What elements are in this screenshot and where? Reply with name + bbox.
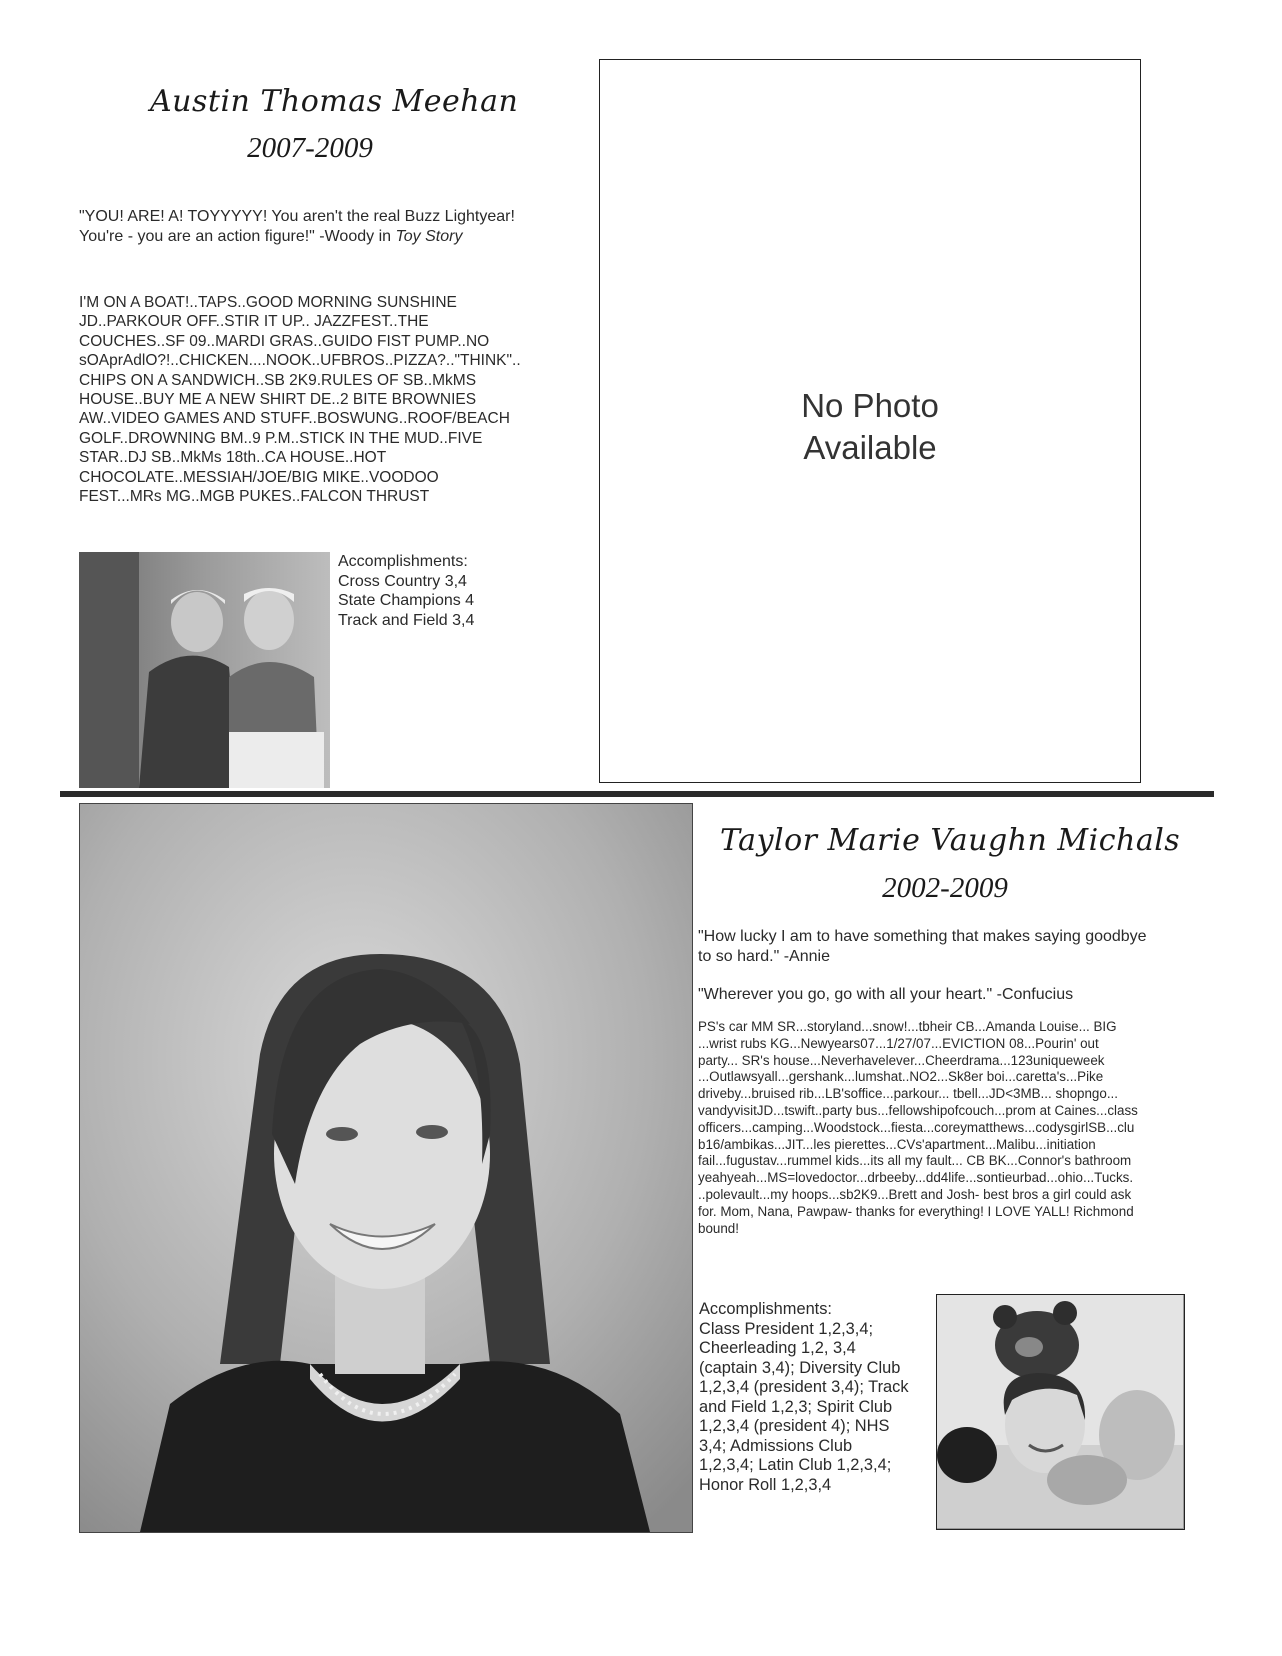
accomplishment-item: Cross Country 3,4 xyxy=(338,572,467,590)
memory-line: for. Mom, Nana, Pawpaw- thanks for everything! I LOVE YALL! Richmond xyxy=(698,1203,1134,1219)
no-photo-line: No Photo xyxy=(801,387,939,424)
accomplishment-item: 1,2,3,4; Latin Club 1,2,3,4; xyxy=(699,1456,892,1474)
memory-line: yeahyeah...MS=lovedoctor...drbeeby...dd4life...sontieurbad...ohio...Tucks. xyxy=(698,1170,1134,1186)
austin-quote-line xyxy=(79,227,599,247)
memory-line: CHOCOLATE..MESSIAH/JOE/BIG MIKE..VOODOO xyxy=(79,468,439,486)
memory-line: ...wrist rubs KG...Newyears07...1/27/07...EVICTION 08...Pourin' out xyxy=(698,1035,1099,1051)
memory-line: PS's car MM SR...storyland...snow!...tbheir CB...Amanda Louise... BIG xyxy=(698,1019,1117,1034)
accomplishment-item: 3,4; Admissions Club xyxy=(699,1436,853,1455)
no-photo-line: Available xyxy=(803,429,937,466)
memory-line: officers...camping...Woodstock...fiesta...coreymatthews...codysgirlSB...clu xyxy=(698,1119,1135,1135)
austin-quote-line: "YOU! ARE! A! TOYYYYY! You aren't the real Buzz Lightyear! xyxy=(79,208,515,225)
taylor-quote-line: to so hard." -Annie xyxy=(698,948,830,965)
accomplishments-heading: Accomplishments: xyxy=(699,1300,832,1318)
accomplishment-item: State Champions 4 xyxy=(338,592,475,609)
no-photo-box xyxy=(599,59,1141,783)
accomplishment-item: 1,2,3,4 (president 4); NHS xyxy=(699,1417,890,1435)
memory-line: FEST...MRs MG..MGB PUKES..FALCON THRUST xyxy=(79,488,430,506)
taylor-portrait-photo xyxy=(79,803,693,1533)
accomplishment-item: Track and Field 3,4 xyxy=(338,611,475,629)
no-photo-label xyxy=(600,385,1140,469)
accomplishments-heading: Accomplishments: xyxy=(338,553,468,570)
memory-line: AW..VIDEO GAMES AND STUFF..BOSWUNG..ROOF/BEACH xyxy=(79,410,510,428)
memory-line: GOLF..DROWNING BM..9 P.M..STICK IN THE MUD..FIVE xyxy=(79,429,483,447)
memory-line: JD..PARKOUR OFF..STIR IT UP.. JAZZFEST..THE xyxy=(79,313,429,331)
austin-quote xyxy=(79,207,599,247)
taylor-quote-confucius: "Wherever you go, go with all your heart." -Confucius xyxy=(698,986,1074,1003)
taylor-memories xyxy=(698,1019,1198,1237)
memory-line: ..polevault...my hoops...sb2K9...Brett and Josh- best bros a girl could ask xyxy=(698,1186,1132,1202)
memory-line: ...Outlawsyall...gershank...lumshat..NO2...Sk8er boi...caretta's...Pike xyxy=(698,1069,1104,1085)
taylor-quote-line: "How lucky I am to have something that makes saying goodbye xyxy=(698,928,1147,945)
memory-line: fail...fugustav...rummel kids...its all my fault... CB BK...Connor's bathroom xyxy=(698,1153,1132,1169)
accomplishment-item: 1,2,3,4 (president 3,4); Track xyxy=(699,1378,909,1396)
austin-name: Austin Thomas Meehan xyxy=(150,84,519,119)
accomplishment-item: Honor Roll 1,2,3,4 xyxy=(699,1475,832,1494)
austin-quote-text: You're - you are an action figure!" -Woody in xyxy=(79,228,396,245)
memory-line: party... SR's house...Neverhavelever...Cheerdrama...123uniqueweek xyxy=(698,1052,1105,1068)
austin-candid-photo xyxy=(79,552,330,788)
taylor-name: Taylor Marie Vaughn Michals xyxy=(720,823,1181,858)
accomplishment-item: Cheerleading 1,2, 3,4 xyxy=(699,1339,856,1357)
memory-line: b16/ambikas...JIT...les pierettes...CVs'apartment...Malibu...initiation xyxy=(698,1136,1096,1152)
memory-line: vandyvisitJD...tswift..party bus...fellowshipofcouch...prom at Caines...class xyxy=(698,1102,1138,1118)
austin-memories xyxy=(79,293,599,506)
memory-line: CHIPS ON A SANDWICH..SB 2K9.RULES OF SB..MkMS xyxy=(79,371,477,389)
accomplishment-item: (captain 3,4); Diversity Club xyxy=(699,1358,901,1377)
taylor-years: 2002-2009 xyxy=(882,872,1008,904)
memory-line: sOAprAdlO?!..CHICKEN....NOOK..UFBROS..PIZZA?.."THINK".. xyxy=(79,352,521,370)
accomplishment-item: and Field 1,2,3; Spirit Club xyxy=(699,1397,893,1416)
accomplishment-item: Class President 1,2,3,4; xyxy=(699,1319,874,1338)
taylor-accomplishments xyxy=(699,1300,929,1495)
memory-line: COUCHES..SF 09..MARDI GRAS..GUIDO FIST PUMP..NO xyxy=(79,332,490,350)
memory-line: bound! xyxy=(698,1220,739,1236)
taylor-candid-photo xyxy=(936,1294,1185,1530)
section-divider xyxy=(60,791,1214,797)
memory-line: I'M ON A BOAT!..TAPS..GOOD MORNING SUNSHINE xyxy=(79,294,457,311)
memory-line: STAR..DJ SB..MkMs 18th..CA HOUSE..HOT xyxy=(79,449,387,467)
memory-line: HOUSE..BUY ME A NEW SHIRT DE..2 BITE BROWNIES xyxy=(79,391,477,409)
austin-years: 2007-2009 xyxy=(247,132,373,164)
austin-accomplishments xyxy=(338,552,558,630)
austin-quote-source: Toy Story xyxy=(395,228,463,245)
memory-line: driveby...bruised rib...LB'soffice...parkour... tbell...JD<3MB... shopngo... xyxy=(698,1086,1118,1102)
taylor-quote-annie xyxy=(698,927,1198,967)
